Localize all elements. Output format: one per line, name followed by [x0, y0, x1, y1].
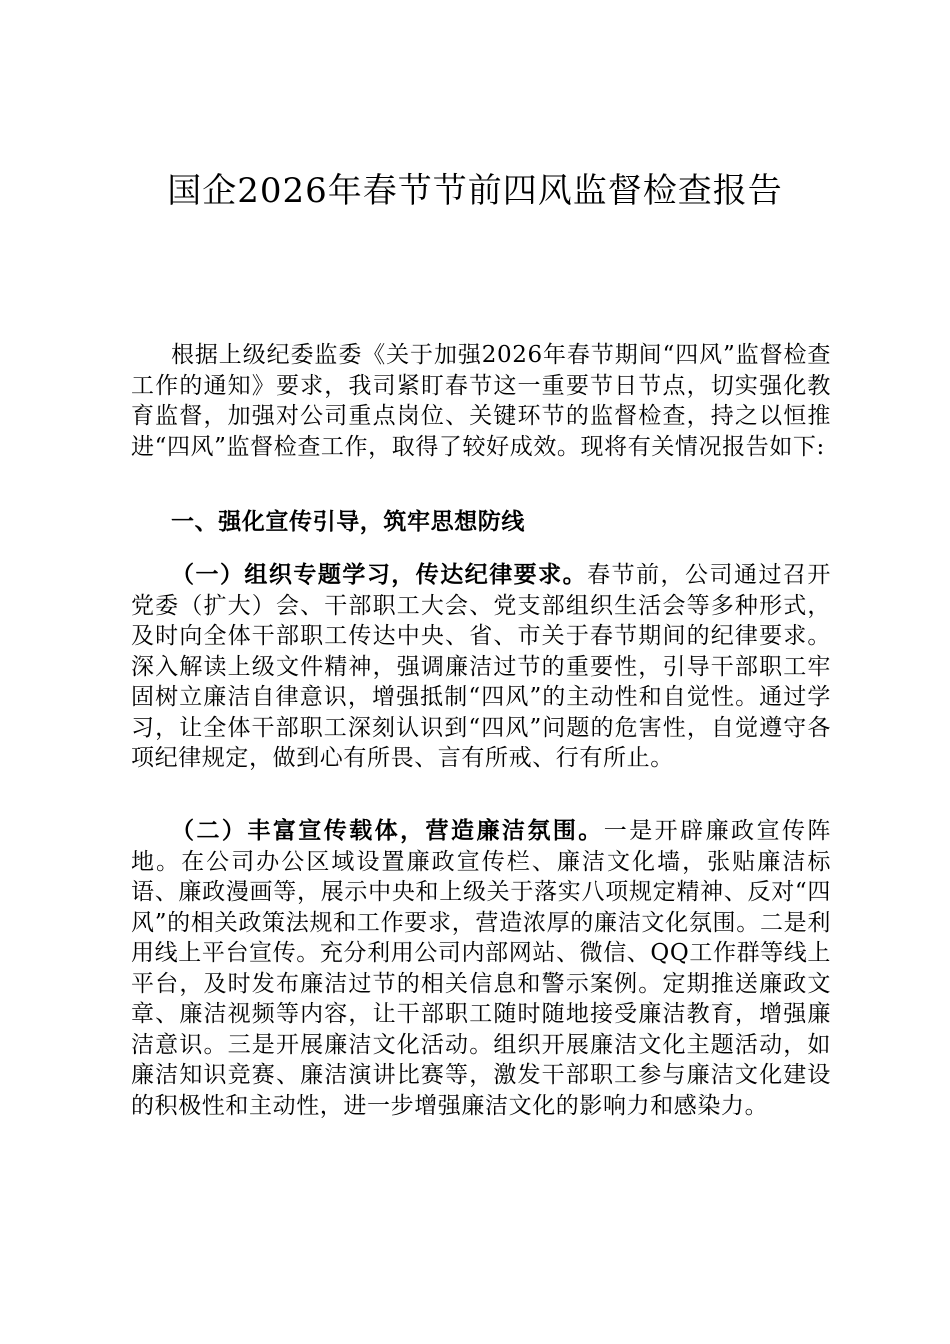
paragraph-item-1 [131, 560, 831, 774]
paragraph-item-1-lead: （一）组织专题学习，传达纪律要求。 [171, 561, 588, 588]
intro-paragraph: 根据上级纪委监委《关于加强2026年春节期间“四风”监督检查工作的通知》要求，我司紧盯春节这一重要节日节点，切实强化教育监督，加强对公司重点岗位、关键环节的监督检查，持之以恒推进“四风”监督检查工作，取得了较好成效。现将有关情况报告如下: [131, 342, 831, 460]
paragraph-item-2-lead: （二）丰富宣传载体，营造廉洁氛围。 [171, 817, 604, 844]
paragraph-item-1-text: 春节前，公司通过召开党委（扩大）会、干部职工大会、党支部组织生活会等多种形式，及时向全体干部职工传达中央、省、市关于春节期间的纪律要求。深入解读上级文件精神，强调廉洁过节的重要性，引导干部职工牢固树立廉洁自律意识，增强抵制“四风”的主动性和自觉性。通过学习，让全体干部职工深刻认识到“四风”问题的危害性，自觉遵守各项纪律规定，做到心有所畏、言有所戒、行有所止。 [131, 562, 832, 771]
paragraph-item-2-text: 一是开辟廉政宣传阵地。在公司办公区域设置廉政宣传栏、廉洁文化墙，张贴廉洁标语、廉政漫画等，展示中央和上级关于落实八项规定精神、反对“四风”的相关政策法规和工作要求，营造浓厚的廉洁文化氛围。二是利用线上平台宣传。充分利用公司内部网站、微信、QQ工作群等线上平台，及时发布廉洁过节的相关信息和警示案例。定期推送廉政文章、廉洁视频等内容，让干部职工随时随地接受廉洁教育，增强廉洁意识。三是开展廉洁文化活动。组织开展廉洁文化主题活动，如廉洁知识竞赛、廉洁演讲比赛等，激发干部职工参与廉洁文化建设的积极性和主动性，进一步增强廉洁文化的影响力和感染力。 [131, 818, 831, 1119]
paragraph-item-2 [131, 816, 831, 1121]
document-title: 国企2026年春节节前四风监督检查报告 [167, 171, 783, 211]
section-heading: 一、强化宣传引导，筑牢思想防线 [171, 508, 525, 535]
